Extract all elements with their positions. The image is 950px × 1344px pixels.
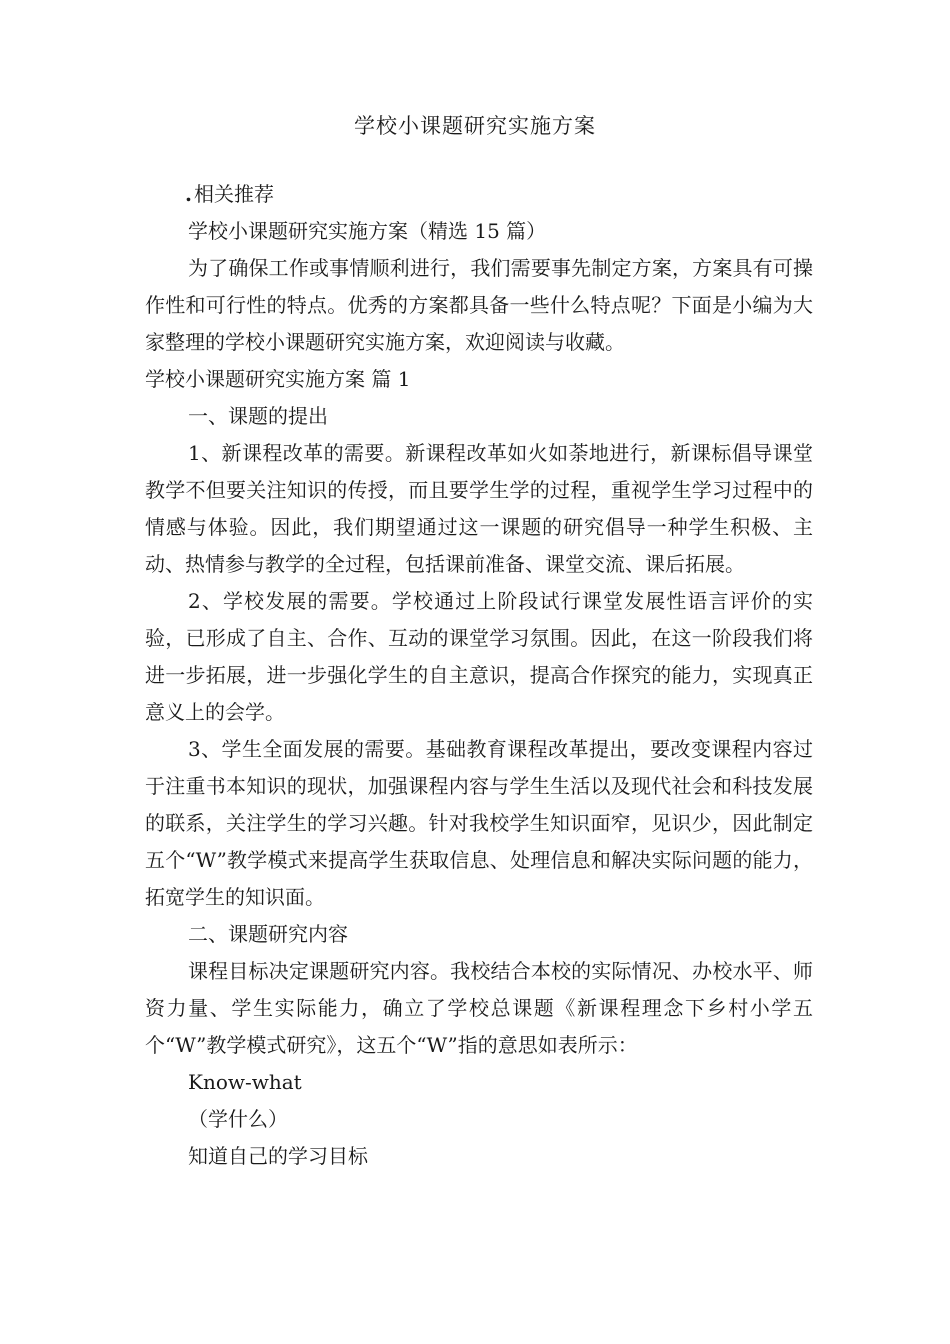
document-body — [145, 176, 813, 1175]
chapter-title: 学校小课题研究实施方案 篇 1 — [145, 367, 411, 391]
document-title: 学校小课题研究实施方案 — [354, 114, 596, 138]
table-term: Know-what — [188, 1070, 302, 1094]
bullet-dot: . — [185, 182, 192, 206]
section-heading-2: 二、课题研究内容 — [188, 922, 348, 946]
paragraph-2: 2、学校发展的需要。学校通过上阶段试行课堂发展性语言评价的实验，已形成了自主、合作、互动的课堂学习氛围。因此，在这一阶段我们将进一步拓展，进一步强化学生的自主意识，提高合作探究的能力，实现真正意义上的会学。 — [145, 589, 813, 724]
table-description: 知道自己的学习目标 — [188, 1144, 368, 1168]
intro-paragraph: 为了确保工作或事情顺利进行，我们需要事先制定方案，方案具有可操作性和可行性的特点。优秀的方案都具备一些什么特点呢？下面是小编为大家整理的学校小课题研究实施方案，欢迎阅读与收藏。 — [145, 256, 813, 354]
recommend-label: 相关推荐 — [193, 182, 274, 206]
table-meaning: （学什么） — [188, 1107, 288, 1131]
paragraph-1: 1、新课程改革的需要。新课程改革如火如荼地进行，新课标倡导课堂教学不但要关注知识的传授，而且要学生学的过程，重视学生学习过程中的情感与体验。因此，我们期望通过这一课题的研究倡导一种学生积极、主动、热情参与教学的全过程，包括课前准备、课堂交流、课后拓展。 — [145, 441, 813, 576]
section-heading-1: 一、课题的提出 — [188, 404, 328, 428]
paragraph-4: 课程目标决定课题研究内容。我校结合本校的实际情况、办校水平、师资力量、学生实际能力，确立了学校总课题《新课程理念下乡村小学五个“W”教学模式研究》，这五个“W”指的意思如表所示： — [145, 959, 813, 1057]
paragraph-3: 3、学生全面发展的需要。基础教育课程改革提出，要改变课程内容过于注重书本知识的现状，加强课程内容与学生生活以及现代社会和科技发展的联系，关注学生的学习兴趣。针对我校学生知识面窄，见识少，因此制定五个“W”教学模式来提高学生获取信息、处理信息和解决实际问题的能力，拓宽学生的知识面。 — [145, 737, 813, 909]
recommend-line — [145, 176, 813, 213]
document-subtitle: 学校小课题研究实施方案（精选 15 篇） — [188, 219, 547, 243]
